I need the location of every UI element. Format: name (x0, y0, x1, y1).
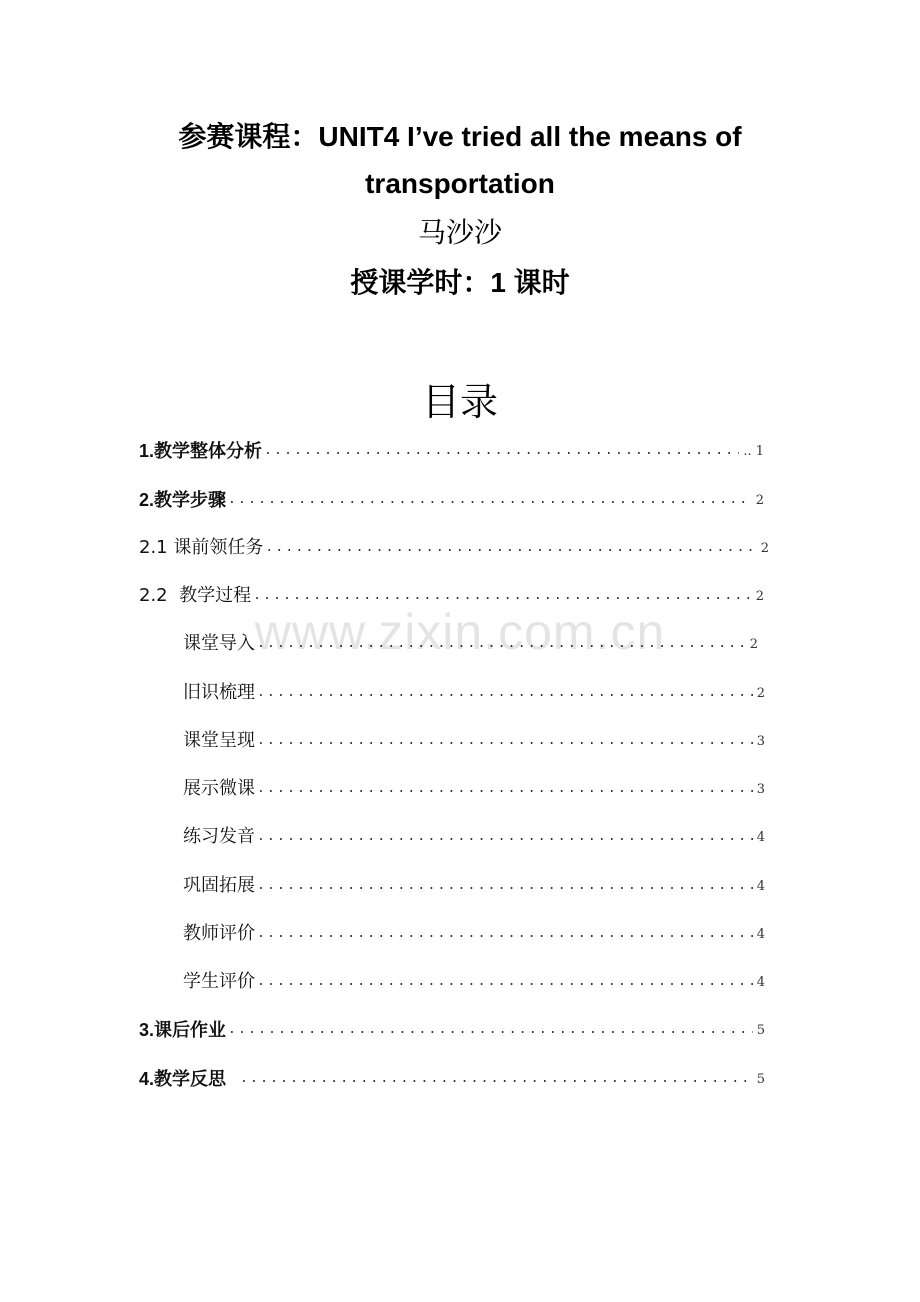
toc-leader-dots (240, 1070, 753, 1088)
toc-entry-label: 2.教学步骤 (139, 490, 227, 510)
toc-entry[interactable] (183, 775, 765, 801)
toc-entry-label: 4.教学反思 (139, 1069, 227, 1089)
toc-entry-label: 2.1 课前领任务 (139, 537, 264, 558)
watermark: www.zixin.com.cn (254, 604, 666, 660)
toc-entry-page: 2 (755, 493, 764, 508)
toc-entry[interactable] (183, 920, 765, 946)
toc-entry-page: 4 (756, 830, 765, 845)
toc-entry[interactable] (139, 1065, 765, 1091)
toc-entry-label: 教师评价 (183, 923, 255, 944)
toc-entry[interactable] (183, 727, 765, 753)
toc-entry[interactable] (139, 582, 764, 608)
toc-entry[interactable] (183, 630, 758, 656)
toc-entry-page: 2 (756, 686, 765, 701)
toc-entry-page: 3 (756, 734, 765, 749)
toc-entry-page: 2 (760, 541, 769, 556)
course-title-line-1: 参赛课程：UNIT4 I’ve tried all the means of (178, 121, 742, 152)
toc-entry-label: 1.教学整体分析 (139, 441, 263, 461)
toc-entry-label: 学生评价 (183, 971, 255, 992)
toc-entry-page: 4 (756, 879, 765, 894)
toc-entry-page: 3 (756, 782, 765, 797)
toc-entry-page: 5 (756, 1072, 765, 1087)
toc-leader-dots (257, 732, 753, 750)
toc-entry[interactable] (139, 534, 769, 560)
toc-leader-dots (257, 877, 753, 895)
toc-entry-label: 3.课后作业 (139, 1020, 227, 1040)
toc-heading: 目录 (421, 380, 498, 424)
toc-leader-dots (257, 828, 753, 846)
toc-leader-dots (257, 925, 753, 943)
toc-entry[interactable] (183, 679, 765, 705)
toc-entry[interactable] (139, 1016, 765, 1042)
toc-entry-page: 2 (755, 589, 764, 604)
toc-entry-label: 展示微课 (183, 778, 255, 799)
toc-entry-label: 巩固拓展 (183, 875, 255, 896)
toc-entry-page: 5 (756, 1023, 765, 1038)
class-hours: 授课学时：1 课时 (350, 267, 570, 298)
toc-entry[interactable] (183, 872, 765, 898)
toc-entry[interactable] (183, 968, 765, 994)
toc-leader-dots (257, 780, 753, 798)
toc-entry-label: 课堂呈现 (183, 730, 255, 751)
toc-leader-dots (257, 635, 746, 653)
toc-entry[interactable] (139, 486, 764, 512)
toc-entry-label: 2.2 教学过程 (139, 585, 252, 606)
toc-entry-label: 课堂导入 (183, 633, 255, 654)
toc-leader-dots (228, 1021, 753, 1039)
toc-entry-page: 4 (756, 975, 765, 990)
toc-entry-page: 2 (749, 637, 758, 652)
toc-entry-label: 旧识梳理 (183, 682, 255, 703)
toc-leader-dots (253, 587, 752, 605)
toc-entry[interactable] (139, 437, 764, 463)
teacher-name: 马沙沙 (417, 217, 502, 248)
toc-entry[interactable] (183, 823, 765, 849)
toc-entry-page: .. 1 (743, 444, 764, 459)
course-title-line-2: transportation (365, 168, 555, 199)
toc-entry-page: 4 (756, 927, 765, 942)
toc-entry-label: 练习发音 (183, 826, 255, 847)
toc-leader-dots (257, 973, 753, 991)
toc-leader-dots (257, 684, 753, 702)
toc-leader-dots (265, 539, 756, 557)
toc-leader-dots (264, 442, 739, 460)
toc-leader-dots (228, 491, 752, 509)
